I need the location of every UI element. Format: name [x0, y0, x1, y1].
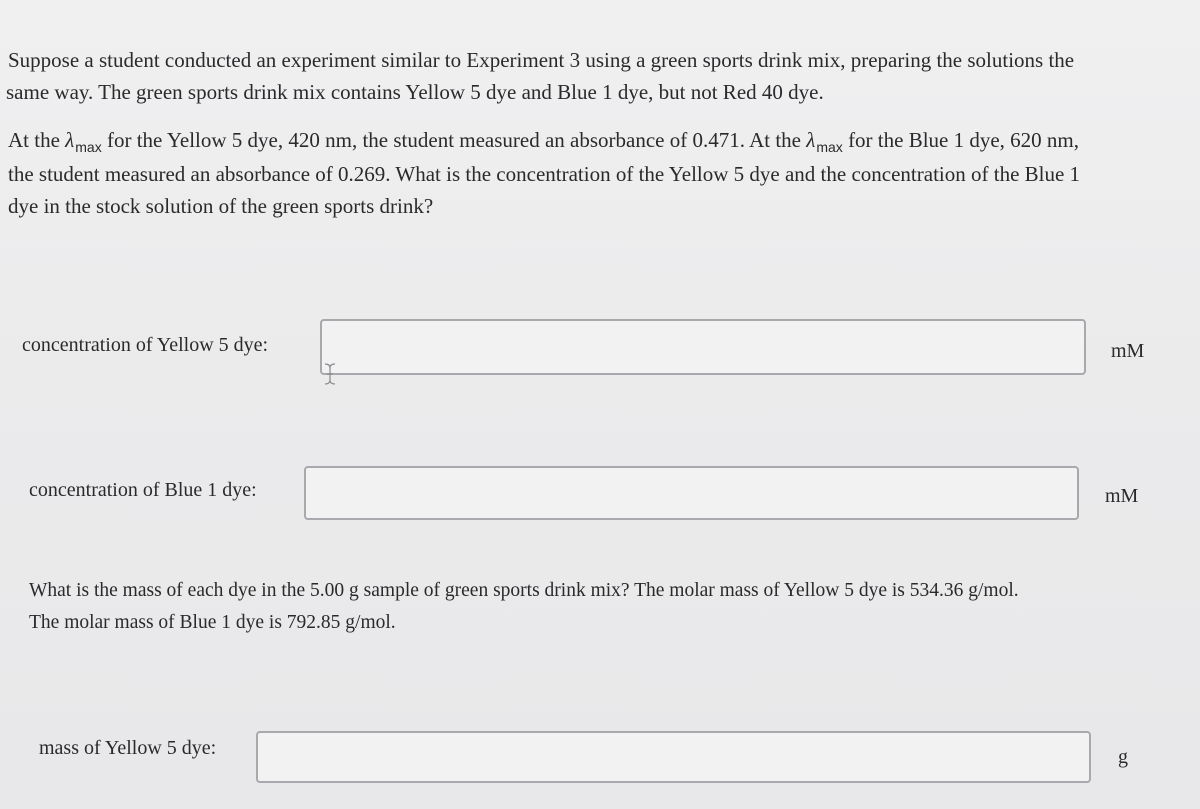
yellow-mass-unit: g: [1118, 746, 1128, 768]
yellow-concentration-label: concentration of Yellow 5 dye:: [22, 334, 269, 356]
q1-text-start: At the: [8, 128, 66, 152]
lambda-symbol: λ: [65, 128, 75, 152]
blue-concentration-input[interactable]: [304, 466, 1079, 520]
question-2-paragraph: [29, 575, 1019, 639]
lambda-max-subscript: max: [816, 139, 843, 155]
yellow-concentration-unit: mM: [1111, 340, 1145, 362]
intro-line-2: same way. The green sports drink mix contains Yellow 5 dye and Blue 1 dye, but not Red 40 dye.: [6, 80, 824, 104]
intro-line-1: Suppose a student conducted an experiment similar to Experiment 3 using a green sports drink mix, preparing the solutions the: [8, 48, 1075, 72]
yellow-concentration-input[interactable]: [320, 319, 1086, 375]
q1-text-end: for the Blue 1 dye, 620 nm,: [842, 128, 1080, 152]
yellow-mass-label: mass of Yellow 5 dye:: [39, 737, 217, 759]
yellow-mass-input[interactable]: [256, 731, 1091, 783]
text-cursor-icon: [322, 362, 338, 386]
intro-paragraph: [8, 44, 1074, 108]
question-1-line-1: [8, 124, 1080, 158]
question-1-line-2: the student measured an absorbance of 0.269. What is the concentration of the Yellow 5 dye and the concentration of the Blue 1: [8, 162, 1081, 186]
lambda-symbol: λ: [806, 128, 816, 152]
question-1-paragraph: [8, 124, 1080, 222]
question-2-line-2: The molar mass of Blue 1 dye is 792.85 g/mol.: [29, 612, 396, 633]
question-2-line-1: What is the mass of each dye in the 5.00 g sample of green sports drink mix? The molar mass of Yellow 5 dye is 534.36 g/mol.: [29, 580, 1019, 601]
blue-concentration-unit: mM: [1105, 485, 1139, 507]
question-1-line-3: dye in the stock solution of the green sports drink?: [8, 194, 434, 218]
blue-concentration-label: concentration of Blue 1 dye:: [29, 479, 257, 501]
lambda-max-subscript: max: [75, 139, 102, 155]
q1-text-middle: for the Yellow 5 dye, 420 nm, the student measured an absorbance of 0.471. At the: [101, 128, 807, 152]
